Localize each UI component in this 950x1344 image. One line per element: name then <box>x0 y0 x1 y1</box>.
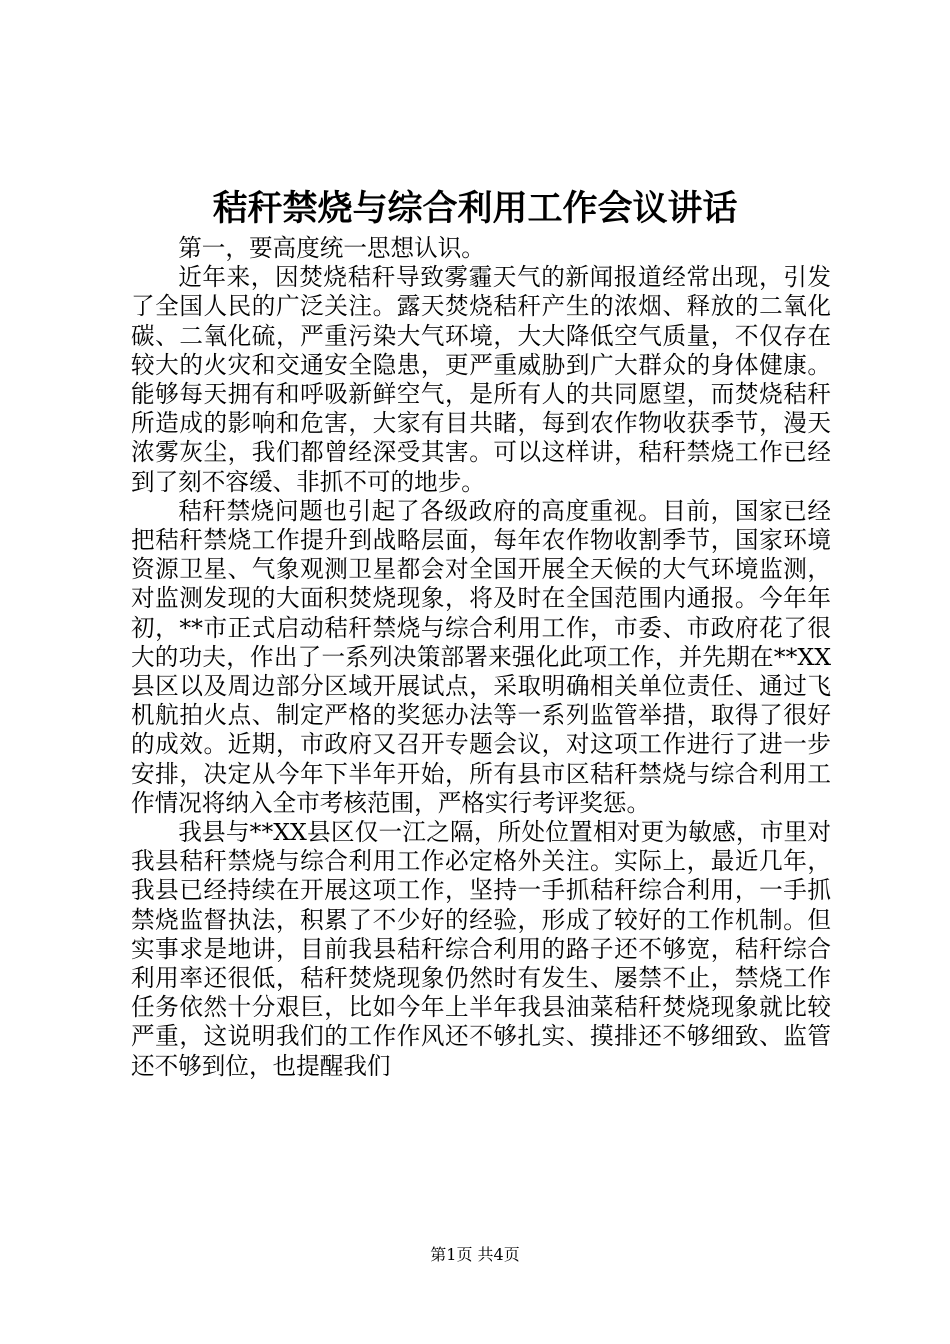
page-footer: 第1页 共4页 <box>430 1245 520 1264</box>
paragraph: 秸秆禁烧问题也引起了各级政府的高度重视。目前，国家已经把秸秆禁烧工作提升到战略层面，每年农作物收割季节，国家环境资源卫星、气象观测卫星都会对全国开展全天候的大气环境监测，对监测发现的大面积焚烧现象，将及时在全国范围内通报。今年年初，**市正式启动秸秆禁烧与综合利用工作，市委、市政府花了很大的功夫，作出了一系列决策部署来强化此项工作，并先期在**XX县区以及周边部分区域开展试点，采取明确相关单位责任、通过飞机航拍火点、制定严格的奖惩办法等一系列监管举措，取得了很好的成效。近期，市政府又召开专题会议，对这项工作进行了进一步安排，决定从今年下半年开始，所有县市区秸秆禁烧与综合利用工作情况将纳入全市考核范围，严格实行考评奖惩。 <box>131 496 831 817</box>
document-body <box>131 234 831 1081</box>
document-title: 秸秆禁烧与综合利用工作会议讲话 <box>212 188 738 229</box>
paragraph: 我县与**XX县区仅一江之隔，所处位置相对更为敏感，市里对我县秸秆禁烧与综合利用工作必定格外关注。实际上，最近几年，我县已经持续在开展这项工作，坚持一手抓秸秆综合利用，一手抓禁烧监督执法，积累了不少好的经验，形成了较好的工作机制。但实事求是地讲，目前我县秸秆综合利用的路子还不够宽，秸秆综合利用率还很低，秸秆焚烧现象仍然时有发生、屡禁不止，禁烧工作任务依然十分艰巨，比如今年上半年我县油菜秸秆焚烧现象就比较严重，这说明我们的工作作风还不够扎实、摸排还不够细致、监管还不够到位，也提醒我们 <box>131 818 831 1080</box>
paragraph: 近年来，因焚烧秸秆导致雾霾天气的新闻报道经常出现，引发了全国人民的广泛关注。露天焚烧秸秆产生的浓烟、释放的二氧化碳、二氧化硫，严重污染大气环境，大大降低空气质量，不仅存在较大的火灾和交通安全隐患，更严重威胁到广大群众的身体健康。能够每天拥有和呼吸新鲜空气，是所有人的共同愿望，而焚烧秸秆所造成的影响和危害，大家有目共睹，每到农作物收获季节，漫天浓雾灰尘，我们都曾经深受其害。可以这样讲，秸秆禁烧工作已经到了刻不容缓、非抓不可的地步。 <box>131 263 831 496</box>
paragraph: 第一，要高度统一思想认识。 <box>178 234 485 262</box>
